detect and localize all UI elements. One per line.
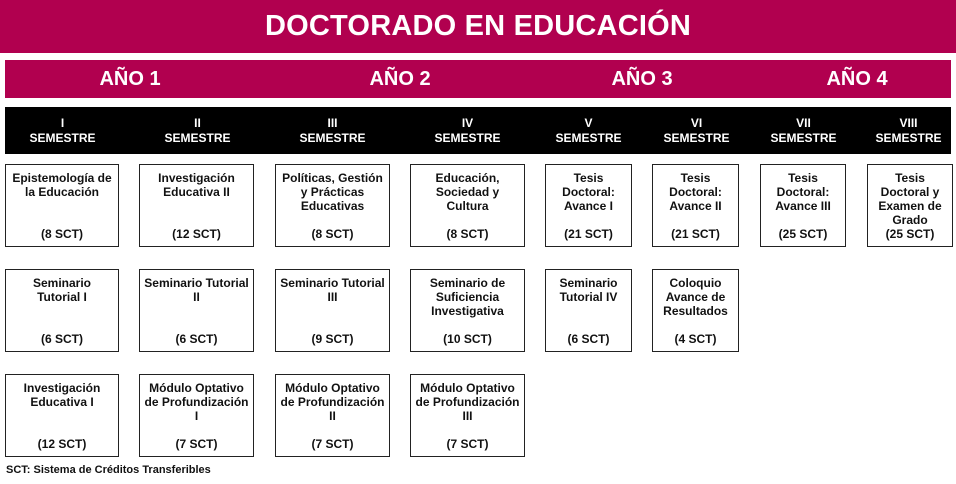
course-name: Epistemología de la Educación [12, 171, 112, 199]
semester-label: SEMESTRE [299, 130, 366, 145]
course-credits: (7 SCT) [311, 437, 354, 451]
semester-label: SEMESTRE [164, 130, 231, 145]
course-box [275, 269, 390, 352]
course-credits: (8 SCT) [311, 227, 354, 241]
course-name: Políticas, Gestión y Prácticas Educativas [282, 171, 383, 213]
course-credits: (6 SCT) [567, 332, 610, 346]
semester-number: VI [690, 115, 703, 130]
semester-number: I [60, 115, 65, 130]
semester-number: VII [796, 115, 811, 130]
course-box [139, 374, 254, 457]
course-box [139, 164, 254, 247]
course-box [410, 269, 525, 352]
course-credits: (25 SCT) [778, 227, 828, 241]
course-name: Educación, Sociedad y Cultura [435, 171, 500, 213]
course-credits: (9 SCT) [311, 332, 354, 346]
semester-label: SEMESTRE [555, 130, 622, 145]
course-box [867, 164, 953, 247]
course-credits: (12 SCT) [37, 437, 87, 451]
year-1-label: AÑO 1 [99, 68, 161, 90]
course-name: Módulo Optativo de Profundización II [280, 381, 385, 423]
course-box [5, 269, 119, 352]
semester-number: IV [461, 115, 474, 130]
course-box [5, 164, 119, 247]
course-credits: (12 SCT) [172, 227, 221, 241]
course-name: Tesis Doctoral: Avance I [562, 171, 615, 213]
course-name: Tesis Doctoral y Examen de Grado [878, 171, 942, 227]
semester-3-header [275, 107, 390, 154]
year-4-label: AÑO 4 [826, 68, 888, 90]
semester-5-header [545, 107, 632, 154]
course-box [410, 164, 525, 247]
semester-label: SEMESTRE [29, 130, 96, 145]
course-box [410, 374, 525, 457]
course-credits: (8 SCT) [446, 227, 489, 241]
year-3-label: AÑO 3 [611, 68, 673, 90]
semester-1-header [5, 107, 120, 154]
semester-header-bar [5, 107, 951, 154]
course-credits: (6 SCT) [41, 332, 83, 346]
semester-8-header [866, 107, 951, 154]
course-name: Coloquio Avance de Resultados [663, 276, 728, 318]
course-credits: (21 SCT) [564, 227, 613, 241]
semester-number: VIII [899, 115, 918, 130]
year-2-label: AÑO 2 [369, 68, 431, 90]
course-box [652, 164, 739, 247]
course-name: Seminario Tutorial III [280, 276, 385, 304]
semester-label: SEMESTRE [434, 130, 501, 145]
year-header-bar [5, 60, 951, 98]
semester-number: II [194, 115, 201, 130]
course-box [5, 374, 119, 457]
semester-label: SEMESTRE [875, 130, 942, 145]
course-box [275, 374, 390, 457]
course-credits: (21 SCT) [671, 227, 720, 241]
course-credits: (25 SCT) [885, 227, 935, 241]
course-name: Investigación Educativa II [158, 171, 235, 199]
course-name: Seminario Tutorial I [32, 276, 92, 304]
course-name: Módulo Optativo de Profundización I [144, 381, 249, 423]
course-credits: (7 SCT) [175, 437, 218, 451]
course-box [139, 269, 254, 352]
semester-number: III [327, 115, 338, 130]
semester-label: SEMESTRE [663, 130, 730, 145]
footnote: SCT: Sistema de Créditos Transferibles [6, 464, 211, 476]
course-credits: (10 SCT) [443, 332, 492, 346]
course-box [760, 164, 846, 247]
course-name: Seminario Tutorial IV [559, 276, 618, 304]
course-box [545, 164, 632, 247]
semester-4-header [410, 107, 525, 154]
course-credits: (6 SCT) [175, 332, 218, 346]
course-box [275, 164, 390, 247]
semester-6-header [653, 107, 740, 154]
course-name: Seminario de Suficiencia Investigativa [429, 276, 506, 318]
course-box [545, 269, 632, 352]
semester-2-header [140, 107, 255, 154]
course-box [652, 269, 739, 352]
course-credits: (7 SCT) [446, 437, 489, 451]
course-name: Tesis Doctoral: Avance III [775, 171, 831, 213]
course-credits: (8 SCT) [41, 227, 83, 241]
course-name: Tesis Doctoral: Avance II [669, 171, 722, 213]
semester-label: SEMESTRE [770, 130, 837, 145]
course-name: Seminario Tutorial II [144, 276, 249, 304]
course-name: Módulo Optativo de Profundización III [415, 381, 520, 423]
semester-number: V [584, 115, 593, 130]
page-title: DOCTORADO EN EDUCACIÓN [0, 0, 956, 53]
course-name: Investigación Educativa I [23, 381, 101, 409]
course-credits: (4 SCT) [674, 332, 717, 346]
semester-7-header [760, 107, 847, 154]
